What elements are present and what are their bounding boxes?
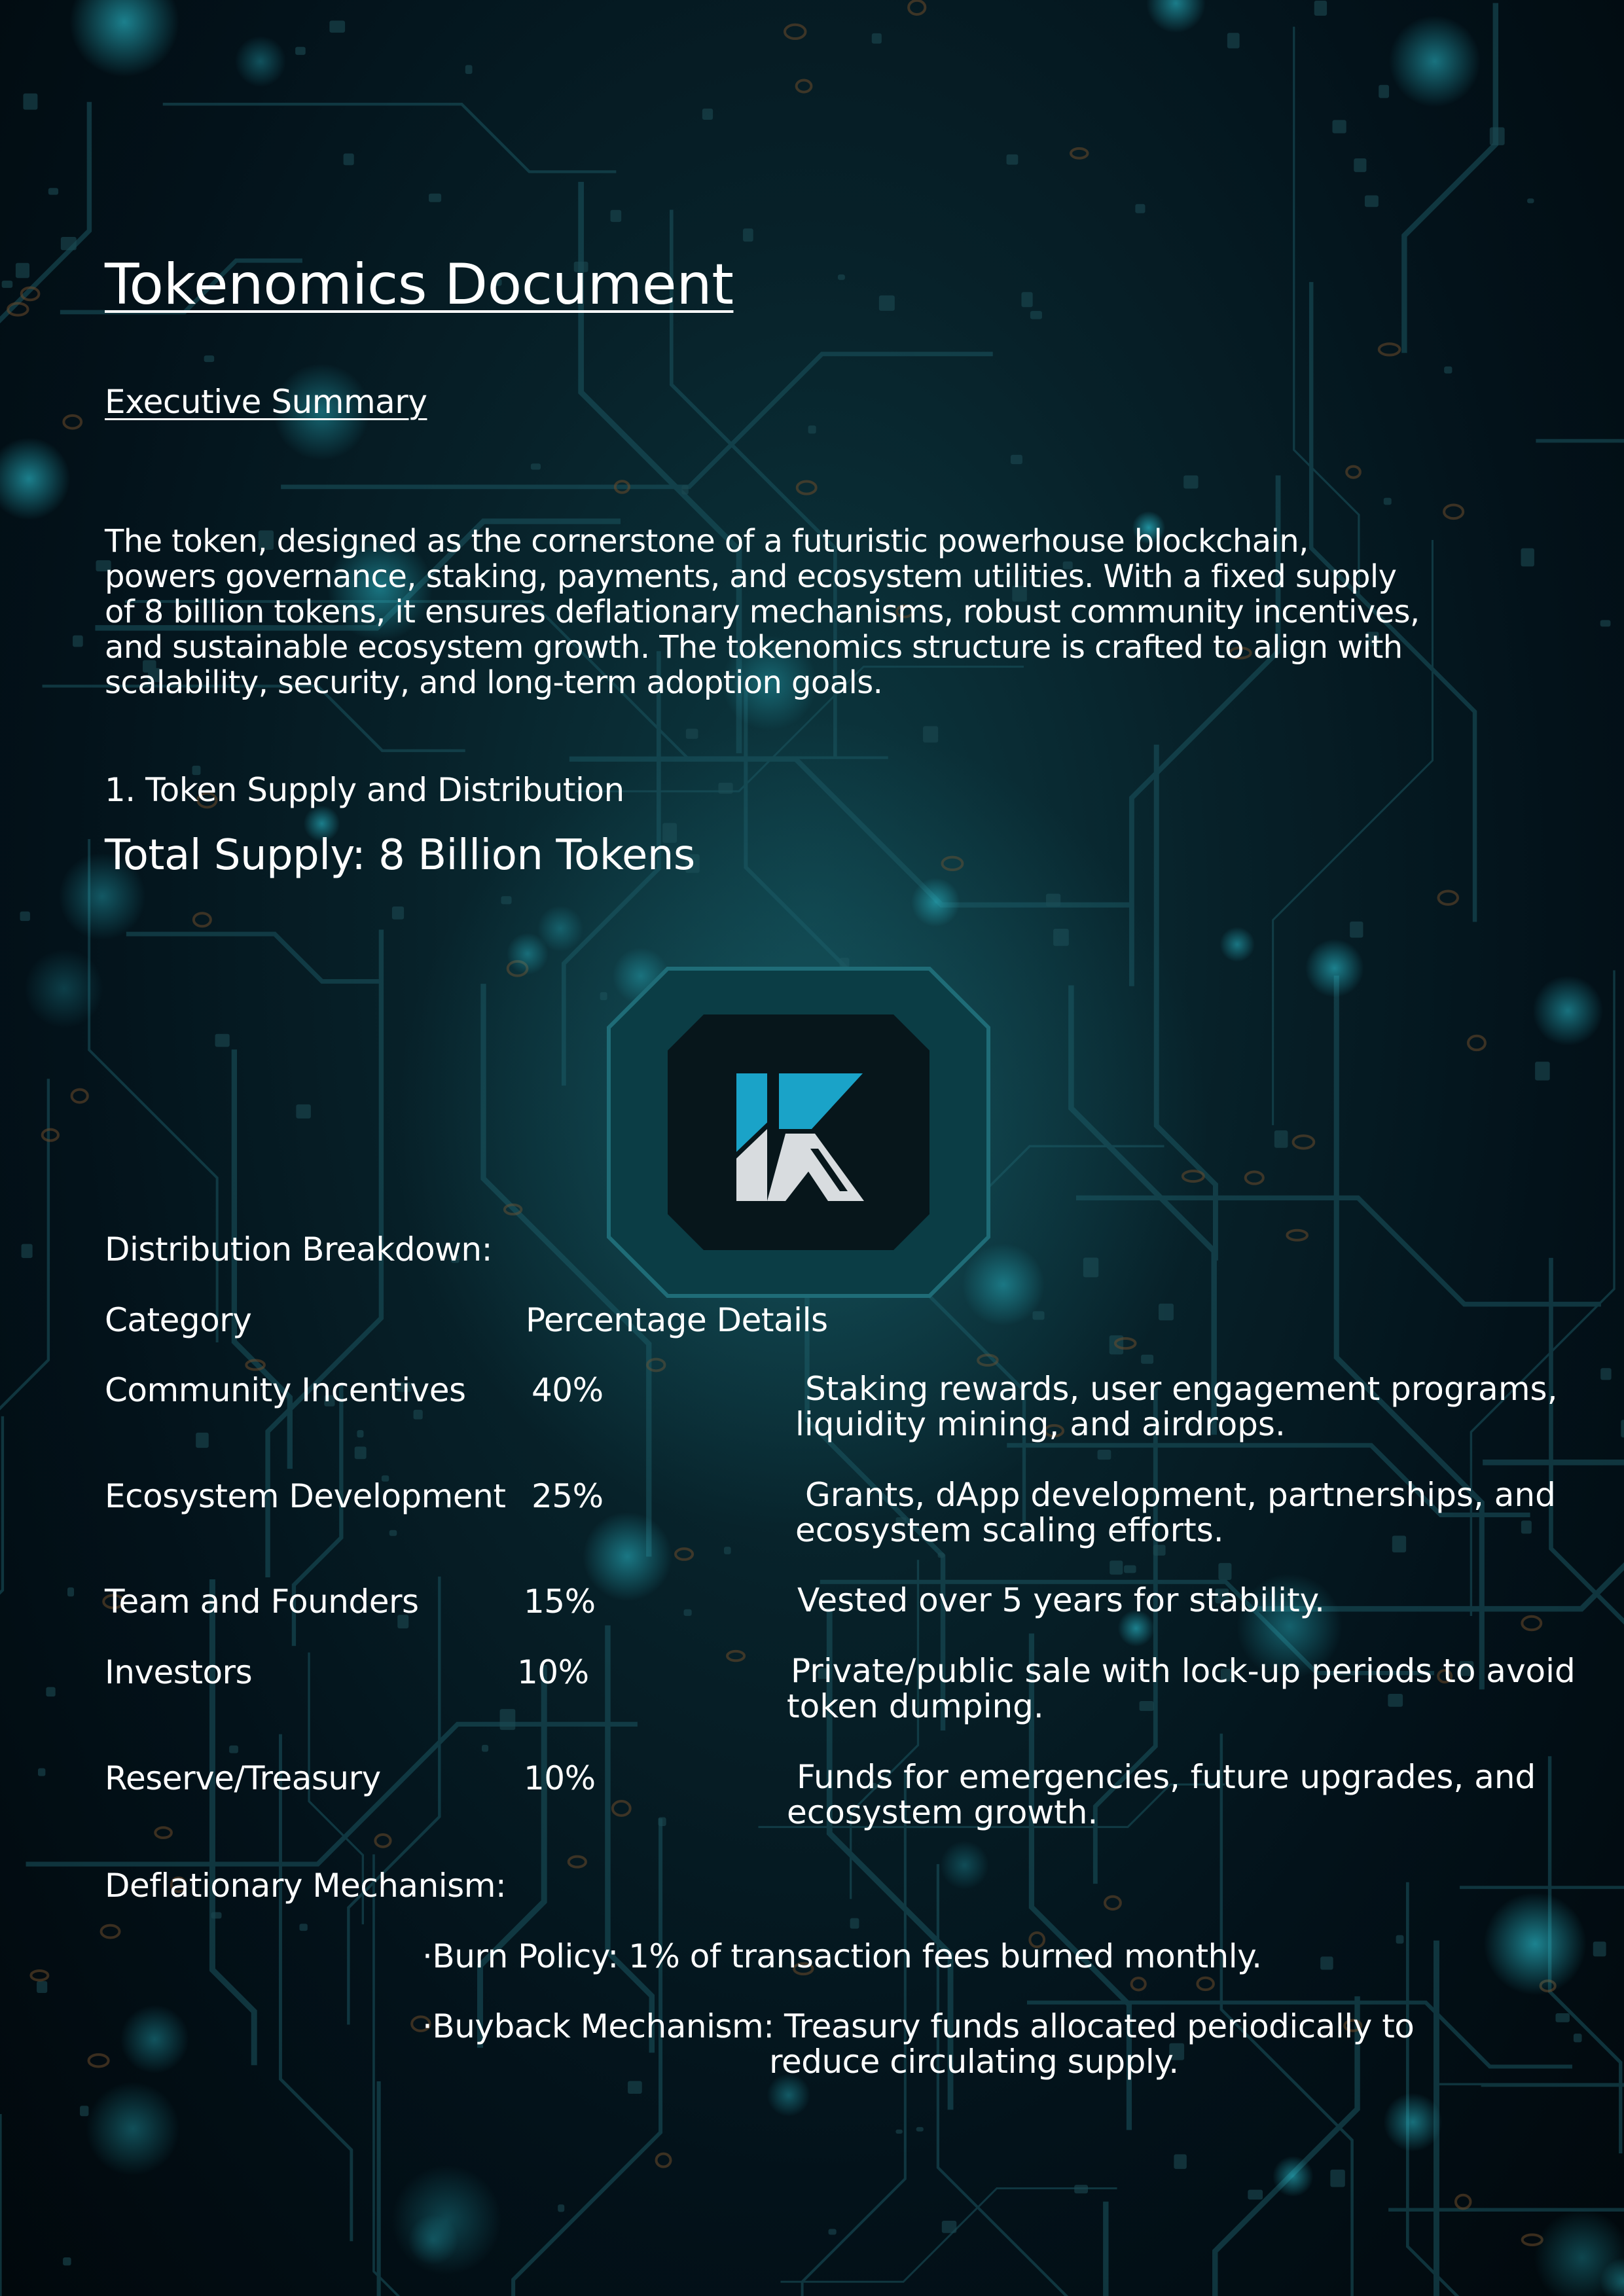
table-header-percentage-details: Percentage Details: [526, 1301, 828, 1339]
bullet-buyback-mechanism: ·Buyback Mechanism: Treasury funds allocated periodically to: [422, 2007, 1415, 2045]
table-row-category: Reserve/Treasury: [105, 1759, 381, 1797]
table-row-percentage: 10%: [524, 1759, 596, 1797]
details-line: Grants, dApp development, partnerships, and: [805, 1476, 1556, 1514]
section-heading-token-supply: 1. Token Supply and Distribution: [105, 771, 624, 809]
table-row-details: [797, 1583, 1325, 1618]
table-row-details: [787, 1759, 1536, 1830]
total-supply: Total Supply: 8 Billion Tokens: [105, 831, 695, 880]
table-row-details: [795, 1477, 1556, 1548]
summary-line: of 8 billion tokens, it ensures deflationary mechanisms, robust community incentives,: [105, 594, 1420, 630]
summary-line: scalability, security, and long-term adoption goals.: [105, 664, 883, 701]
table-row-category: Investors: [105, 1653, 253, 1691]
bullet-burn-policy: ·Burn Policy: 1% of transaction fees burned monthly.: [422, 1937, 1262, 1975]
table-row-percentage: 40%: [532, 1371, 604, 1409]
table-row-category: Team and Founders: [105, 1583, 419, 1621]
distribution-heading: Distribution Breakdown:: [105, 1230, 492, 1268]
executive-summary-heading: Executive Summary: [105, 383, 427, 421]
table-header-category: Category: [105, 1301, 252, 1339]
table-row-percentage: 10%: [517, 1653, 589, 1691]
details-line: Private/public sale with lock-up periods to avoid: [791, 1652, 1576, 1690]
summary-line: The token, designed as the cornerstone of a futuristic powerhouse blockchain,: [105, 523, 1308, 560]
details-line: token dumping.: [787, 1687, 1044, 1725]
bullet-buyback-continuation: reduce circulating supply.: [769, 2043, 1179, 2081]
table-row-category: Ecosystem Development: [105, 1477, 506, 1515]
details-line: Staking rewards, user engagement programs,: [805, 1370, 1558, 1408]
table-row-percentage: 15%: [524, 1583, 596, 1621]
summary-line: powers governance, staking, payments, and ecosystem utilities. With a fixed supply: [105, 558, 1397, 595]
table-row-percentage: 25%: [532, 1477, 604, 1515]
details-line: Vested over 5 years for stability.: [797, 1581, 1326, 1619]
details-line: Funds for emergencies, future upgrades, and: [797, 1758, 1536, 1796]
executive-summary-paragraph: [105, 524, 1453, 700]
details-line: ecosystem scaling efforts.: [795, 1511, 1224, 1549]
details-line: liquidity mining, and airdrops.: [795, 1405, 1286, 1443]
deflationary-mechanism-heading: Deflationary Mechanism:: [105, 1867, 507, 1905]
table-row-details: [795, 1371, 1557, 1442]
summary-line: and sustainable ecosystem growth. The tokenomics structure is crafted to align with: [105, 629, 1403, 666]
table-row-category: Community Incentives: [105, 1371, 466, 1409]
document-title: Tokenomics Document: [105, 252, 734, 317]
details-line: ecosystem growth.: [787, 1793, 1098, 1831]
table-row-details: [787, 1653, 1576, 1724]
